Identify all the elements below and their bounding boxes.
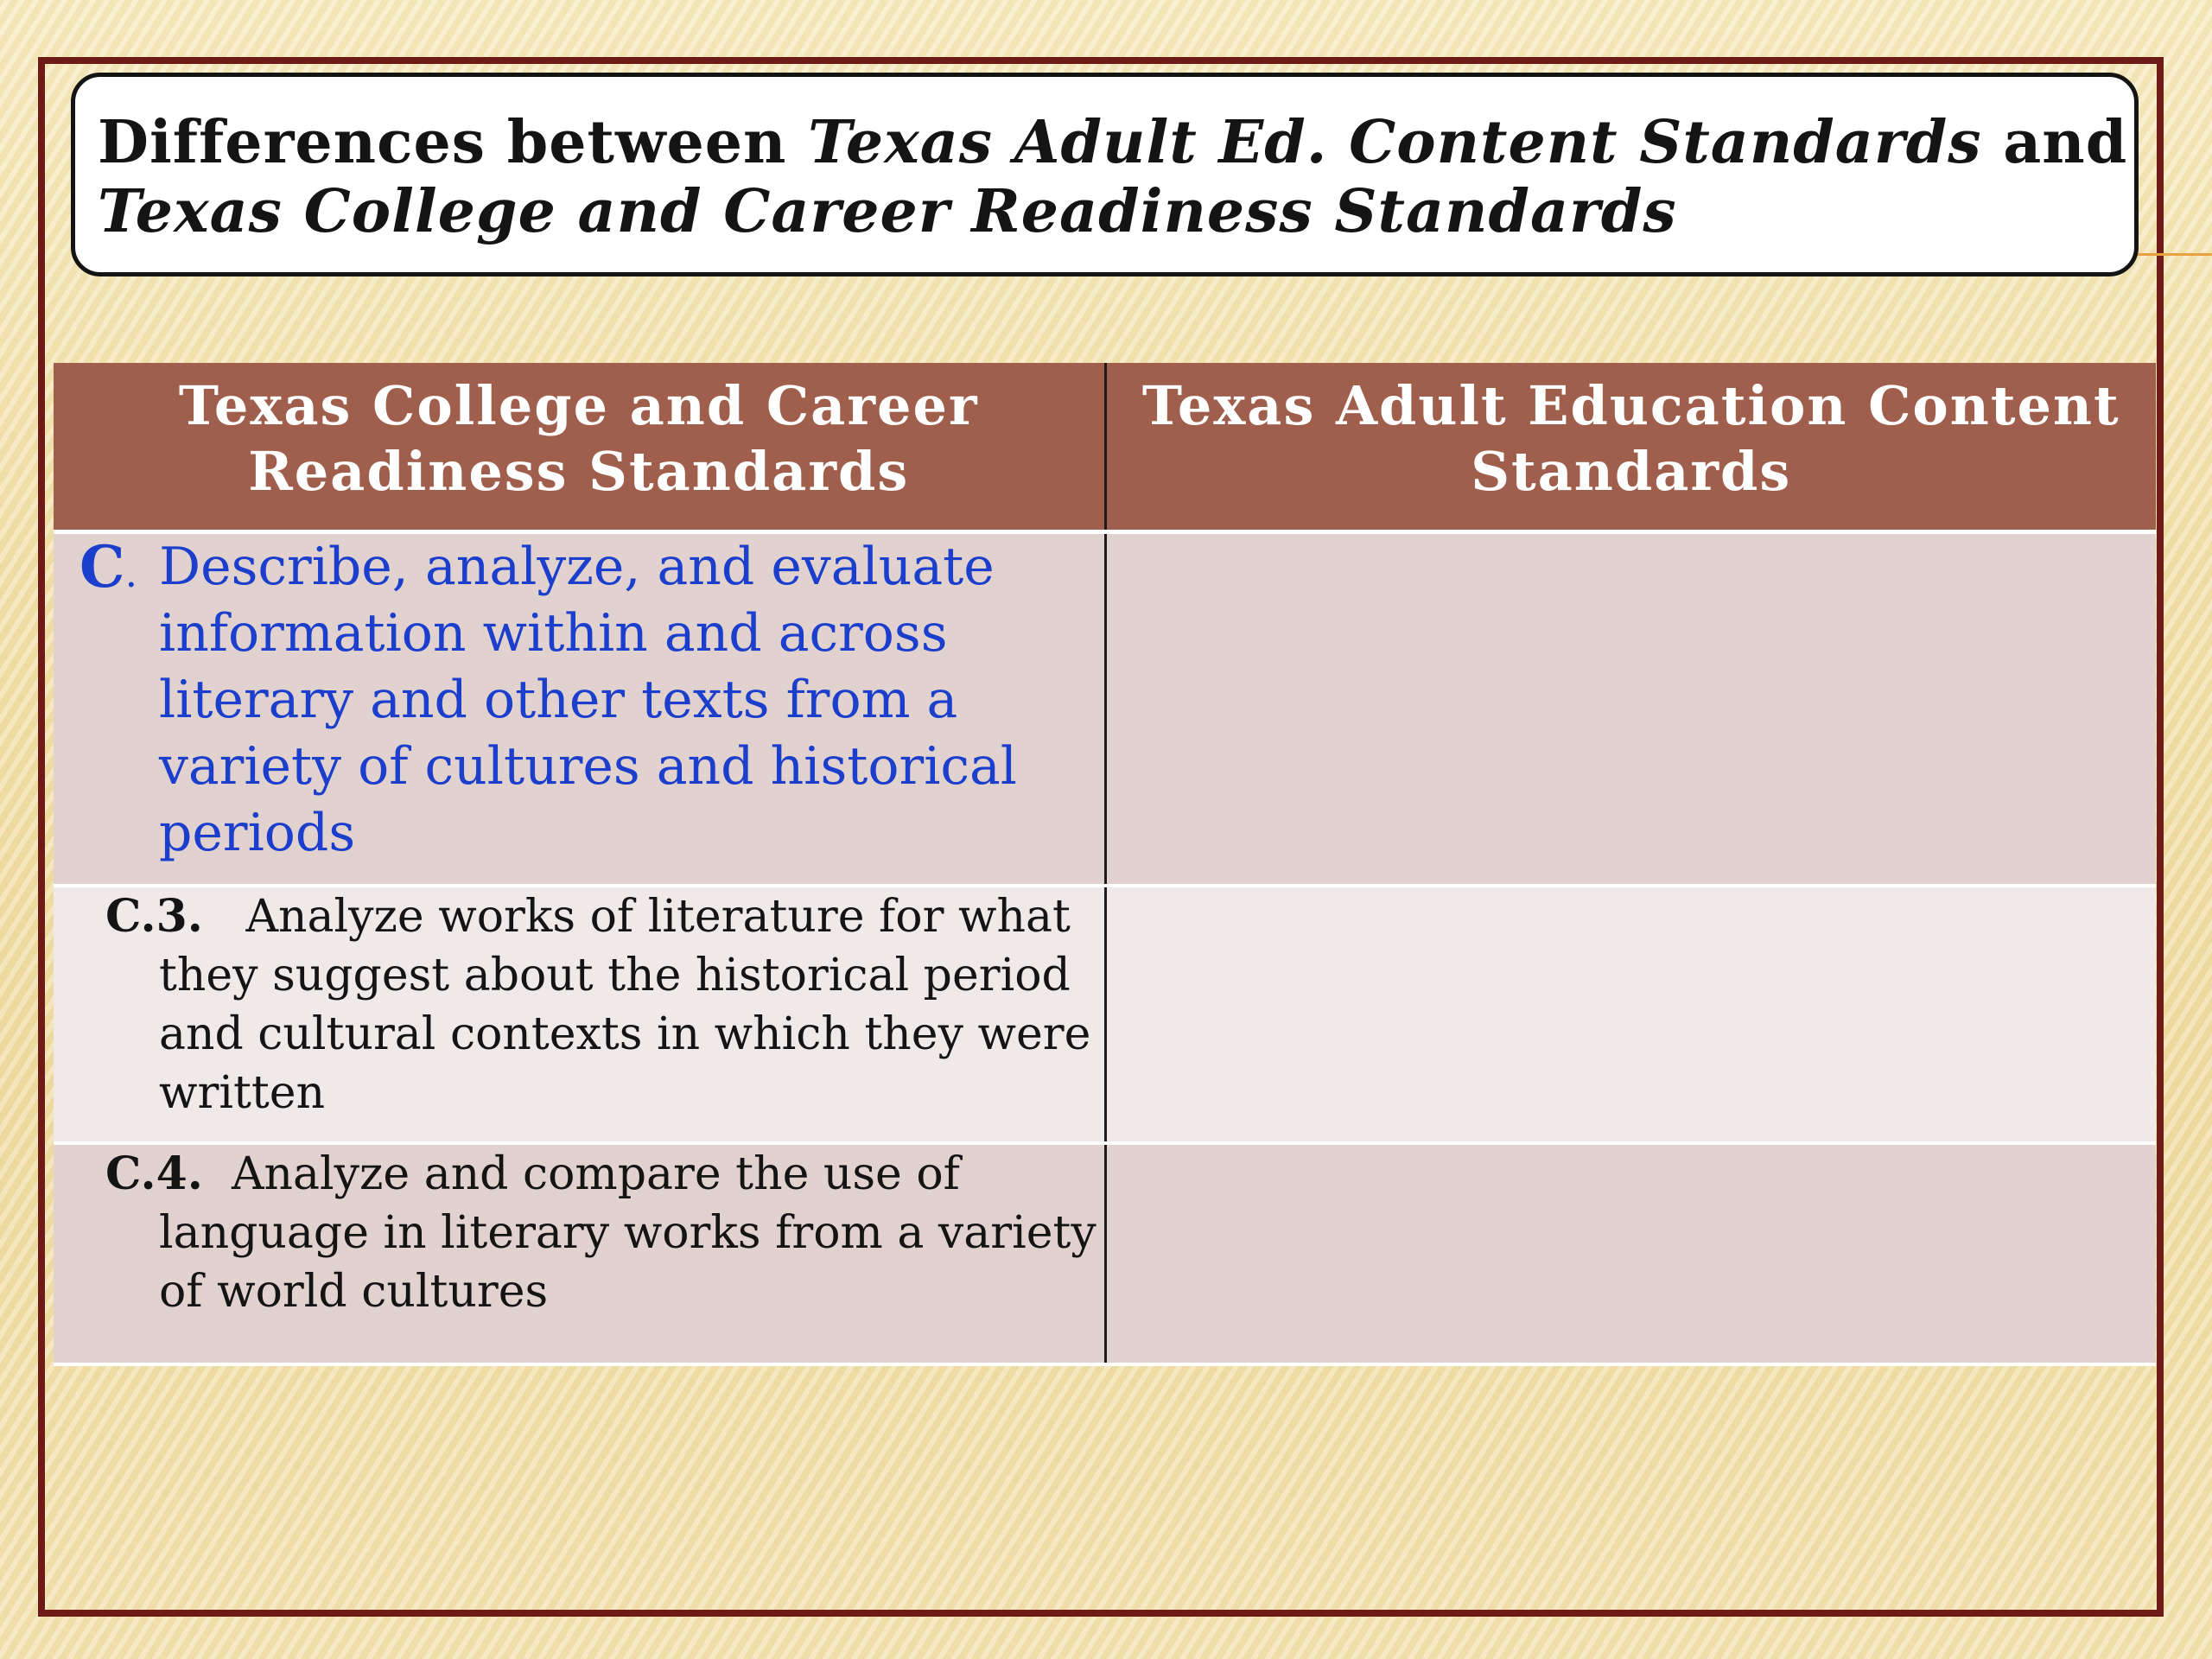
table-header-row: [54, 363, 2156, 531]
standard-c-text: Describe, analyze, and evaluate information within and across literary and other texts from a variety of cultures and historical periods: [159, 536, 1017, 863]
standard-c-marker: C.: [79, 532, 138, 601]
cell-standard-c4: [54, 1143, 1105, 1364]
title-part-2: Texas Adult Ed. Content Standards: [808, 108, 1982, 177]
cell-standard-c: [54, 531, 1105, 886]
header-adult-ed: [1105, 363, 2156, 531]
standard-c3-number: C.3.: [105, 890, 203, 943]
standard-c4-number: C.4.: [105, 1147, 203, 1200]
header-ccrs-line-2: Readiness Standards: [248, 440, 910, 503]
table-row: [54, 1143, 2156, 1364]
table-row: [54, 886, 2156, 1143]
standard-c4-text: Analyze and compare the use of language in literary works from a variety of world cultures: [159, 1148, 1096, 1318]
standard-c3-text: Analyze works of literature for what they suggest about the historical period and cultural contexts in which they were written: [159, 891, 1091, 1119]
slide-title: [71, 73, 2139, 276]
header-ccrs-line-1: Texas College and Career: [178, 374, 979, 437]
header-adult-ed-line-1: Texas Adult Education Content: [1141, 374, 2120, 437]
title-part-4: Texas College and Career Readiness Standards: [98, 177, 1677, 246]
cell-standard-c3: [54, 886, 1105, 1143]
accent-line: [2134, 253, 2212, 256]
header-adult-ed-line-2: Standards: [1471, 440, 1792, 503]
cell-adult-ed-c4: [1105, 1143, 2156, 1364]
table-row: [54, 531, 2156, 886]
title-part-3: and: [1981, 108, 2128, 177]
cell-adult-ed-c: [1105, 531, 2156, 886]
standards-table: [54, 363, 2156, 1366]
title-part-1: Differences between: [98, 108, 809, 177]
header-ccrs: [54, 363, 1105, 531]
cell-adult-ed-c3: [1105, 886, 2156, 1143]
